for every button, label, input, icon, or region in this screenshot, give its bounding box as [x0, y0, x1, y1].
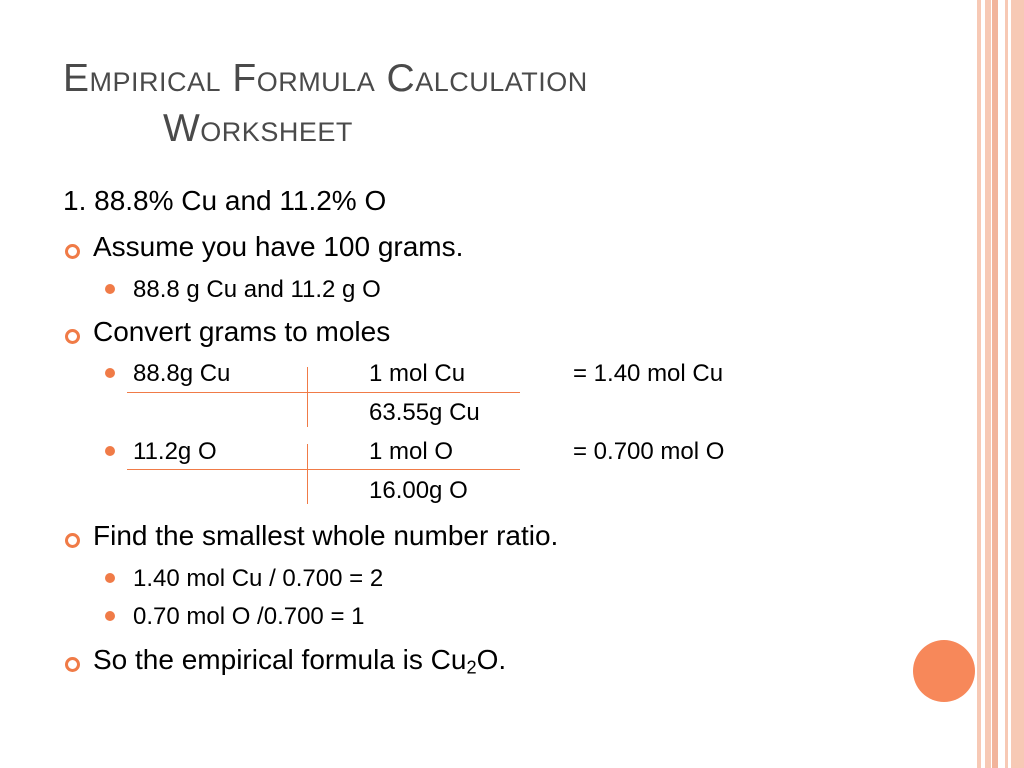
dot-bullet-icon [105, 573, 115, 583]
ring-bullet-icon [65, 244, 80, 259]
fraction-bar [127, 469, 520, 470]
fraction-divider [307, 444, 308, 504]
ring-bullet-icon [65, 329, 80, 344]
conversion-factor-top: 1 mol O [369, 438, 454, 465]
conclusion-prefix: So the empirical formula is Cu [93, 644, 467, 675]
conversion-factor-top: 1 mol Cu [369, 360, 466, 387]
ratio-item: 1.40 mol Cu / 0.700 = 2 [133, 565, 384, 592]
border-stripe [977, 0, 981, 768]
ratio-item: 0.70 mol O /0.700 = 1 [133, 603, 365, 630]
ring-bullet-icon [65, 657, 80, 672]
step-ratio: Find the smallest whole number ratio. [93, 520, 559, 551]
dot-bullet-icon [105, 284, 115, 294]
dot-bullet-icon [105, 368, 115, 378]
border-stripe [985, 0, 991, 768]
conclusion-suffix: O. [476, 644, 507, 675]
border-stripe [992, 0, 998, 768]
conversion-factor-bottom: 16.00g O [369, 477, 468, 504]
conversion-mass: 88.8g Cu [133, 360, 231, 387]
fraction-bar [127, 392, 520, 393]
ring-bullet-icon [65, 533, 80, 548]
conversion-factor-bottom: 63.55g Cu [369, 399, 480, 426]
slide-title [63, 54, 843, 154]
conversion-result: = 1.40 mol Cu [573, 360, 724, 387]
conversion-result: = 0.700 mol O [573, 438, 725, 465]
problem-statement: 1. 88.8% Cu and 11.2% O [63, 185, 387, 216]
dot-bullet-icon [105, 611, 115, 621]
step-assume-detail: 88.8 g Cu and 11.2 g O [133, 276, 381, 303]
step-convert: Convert grams to moles [93, 316, 391, 347]
border-stripe [1005, 0, 1008, 768]
conversion-mass: 11.2g O [133, 438, 217, 465]
title-line-2: Worksheet [163, 107, 353, 150]
decorative-circle [913, 640, 975, 702]
fraction-divider [307, 367, 308, 427]
border-stripe [1011, 0, 1024, 768]
step-conclusion [93, 644, 506, 679]
step-assume: Assume you have 100 grams. [93, 231, 464, 262]
formula-subscript: 2 [466, 657, 477, 678]
title-line-1: Empirical Formula Calculation [63, 57, 588, 100]
dot-bullet-icon [105, 446, 115, 456]
